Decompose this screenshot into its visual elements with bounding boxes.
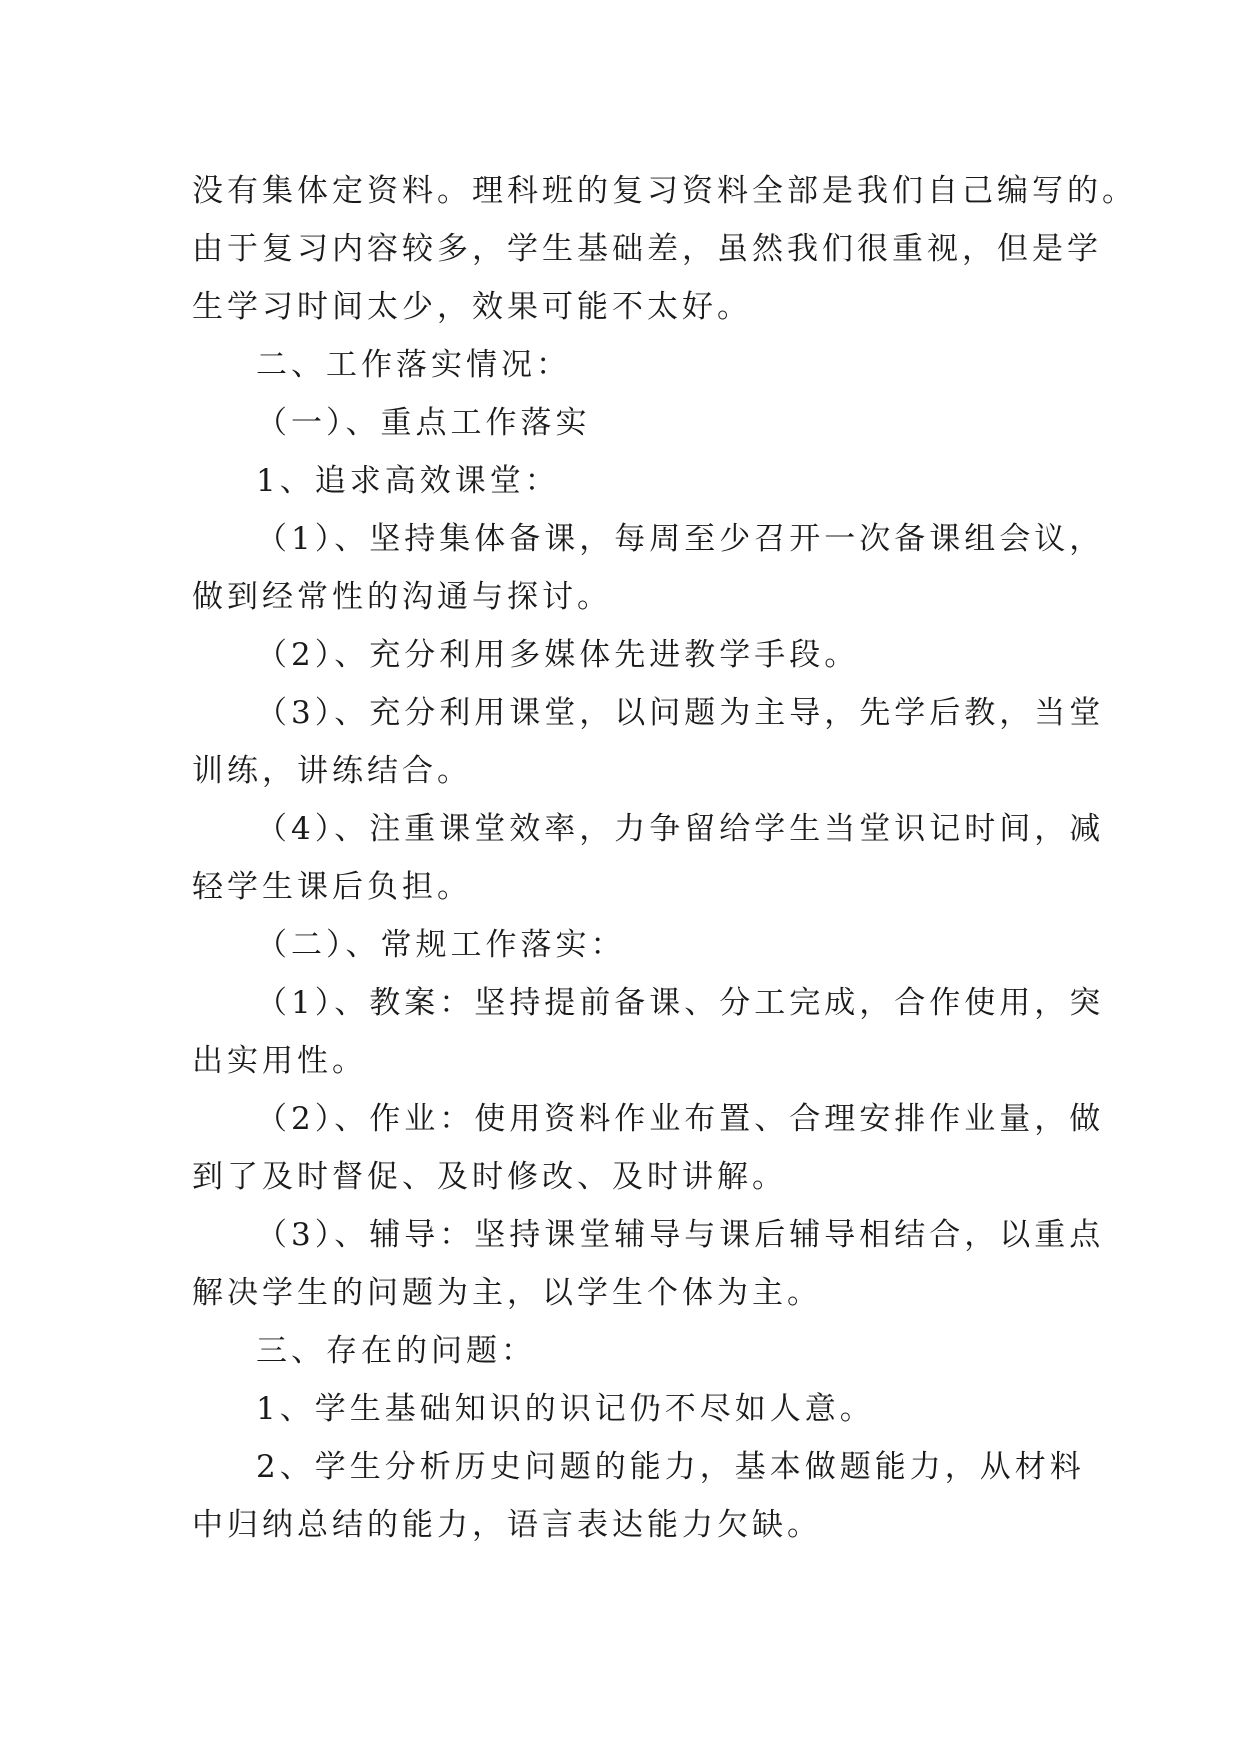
text-line: 生学习时间太少，效果可能不太好。 (192, 289, 752, 325)
list-item: （3）、充分利用课堂，以问题为主导，先学后教，当堂 (256, 695, 1105, 731)
list-item: （1）、教案：坚持提前备课、分工完成，合作使用，突 (256, 985, 1105, 1021)
text-line: 轻学生课后负担。 (192, 869, 472, 905)
text-line: 出实用性。 (192, 1043, 367, 1079)
list-item: （2）、充分利用多媒体先进教学手段。 (256, 637, 860, 673)
list-item: 1、学生基础知识的识记仍不尽如人意。 (256, 1391, 875, 1427)
subsection-heading: （一）、重点工作落实 (256, 405, 591, 441)
text-line: 没有集体定资料。理科班的复习资料全部是我们自己编写的。 (192, 173, 1137, 209)
text-line: 由于复习内容较多，学生基础差，虽然我们很重视，但是学 (192, 231, 1102, 267)
item-heading: 1、追求高效课堂： (256, 463, 560, 499)
text-line: 解决学生的问题为主，以学生个体为主。 (192, 1275, 822, 1311)
list-item: （4）、注重课堂效率，力争留给学生当堂识记时间，减 (256, 811, 1105, 847)
text-line: 到了及时督促、及时修改、及时讲解。 (192, 1159, 787, 1195)
text-line: 做到经常性的沟通与探讨。 (192, 579, 612, 615)
document-page (192, 162, 1137, 1554)
text-line: 中归纳总结的能力，语言表达能力欠缺。 (192, 1507, 822, 1543)
text-line: 训练，讲练结合。 (192, 753, 472, 789)
section-heading: 二、工作落实情况： (256, 347, 571, 383)
section-heading: 三、存在的问题： (256, 1333, 536, 1369)
subsection-heading: （二）、常规工作落实： (256, 927, 626, 963)
list-item: （1）、坚持集体备课，每周至少召开一次备课组会议， (256, 521, 1105, 557)
list-item: （3）、辅导：坚持课堂辅导与课后辅导相结合，以重点 (256, 1217, 1105, 1253)
list-item: 2、学生分析历史问题的能力，基本做题能力，从材料 (256, 1449, 1085, 1485)
list-item: （2）、作业：使用资料作业布置、合理安排作业量，做 (256, 1101, 1105, 1137)
